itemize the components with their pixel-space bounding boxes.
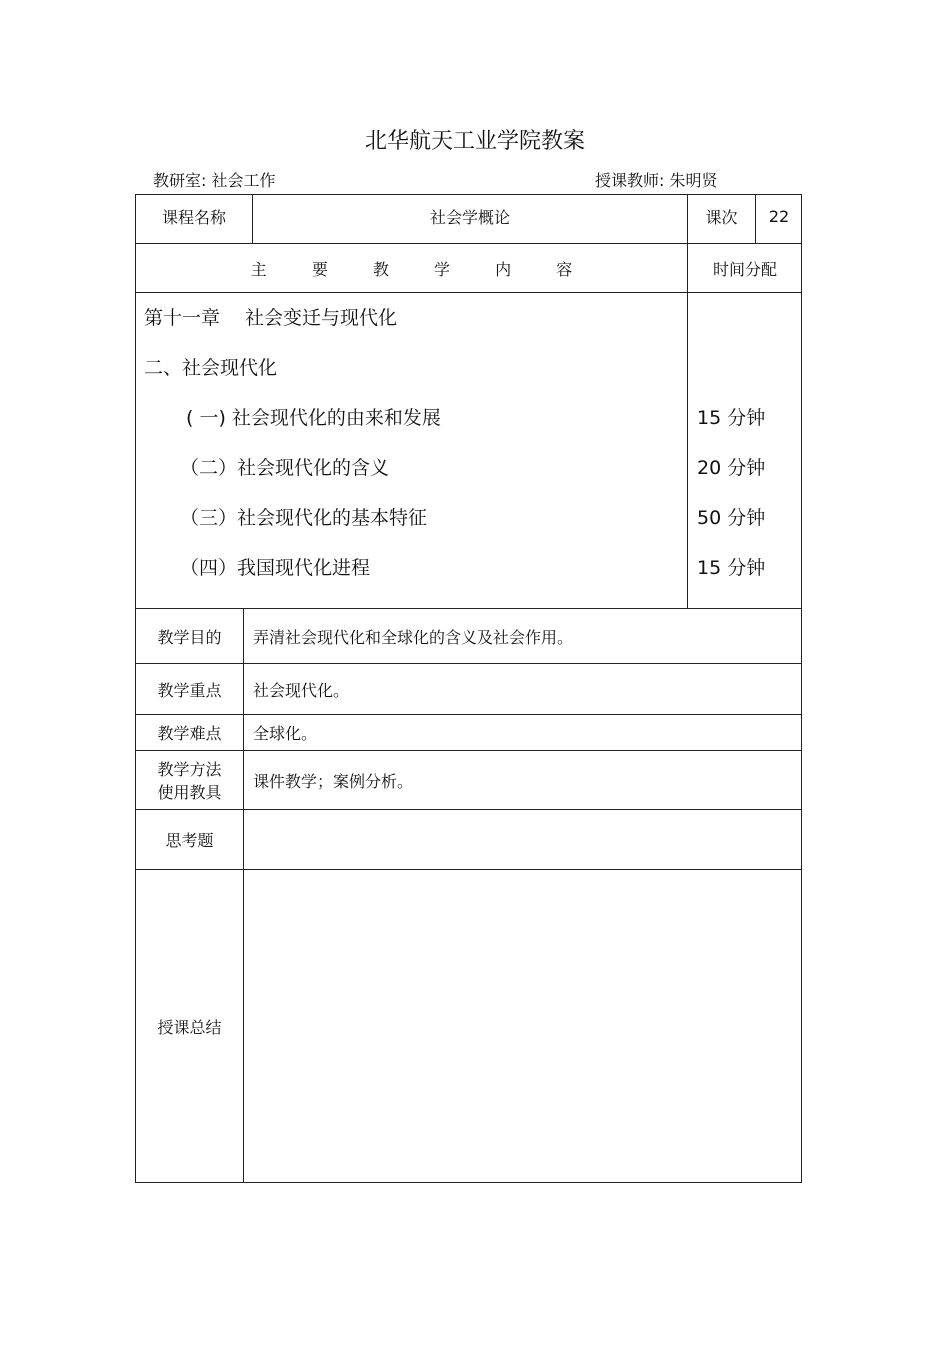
difficulty-value: 全球化。 xyxy=(253,724,318,743)
main-content-header: 主 要 教 学 内 容 xyxy=(250,259,593,279)
row-divider xyxy=(135,292,802,293)
course-name-label: 课程名称 xyxy=(161,207,226,227)
time-allocation-header: 时间分配 xyxy=(712,259,777,279)
teacher-label: 授课教师: 朱明贤 xyxy=(595,171,718,190)
lesson-number: 22 xyxy=(768,206,790,226)
department-label: 教研室: 社会工作 xyxy=(153,171,276,190)
course-name-value: 社会学概论 xyxy=(429,207,510,227)
key-point-value: 社会现代化。 xyxy=(253,680,350,700)
content-item: ( 一) 社会现代化的由来和发展 xyxy=(186,407,441,429)
lesson-label: 课次 xyxy=(705,207,738,227)
questions-value xyxy=(253,810,793,869)
time-allocation: 20 分钟 xyxy=(697,457,766,479)
page-title: 北华航天工业学院教案 xyxy=(364,129,585,154)
objective-label: 教学目的 xyxy=(157,627,222,647)
summary-value xyxy=(253,870,793,1182)
method-label xyxy=(136,751,243,809)
content-item: （三）社会现代化的基本特征 xyxy=(180,507,428,529)
column-divider xyxy=(243,608,244,1183)
section-title: 二、社会现代化 xyxy=(144,357,278,379)
method-label-line-1: 教学方法 xyxy=(157,760,222,779)
summary-label: 授课总结 xyxy=(157,1017,222,1037)
method-label-line-2: 使用教具 xyxy=(157,783,222,802)
time-allocation: 50 分钟 xyxy=(697,507,766,529)
objective-value: 弄清社会现代化和全球化的含义及社会作用。 xyxy=(253,627,574,647)
method-value: 课件教学；案例分析。 xyxy=(253,771,414,791)
time-allocation: 15 分钟 xyxy=(697,407,766,429)
difficulty-label: 教学难点 xyxy=(157,724,222,743)
content-item: （二）社会现代化的含义 xyxy=(180,457,390,479)
key-point-label: 教学重点 xyxy=(157,680,222,700)
content-item: （四）我国现代化进程 xyxy=(180,557,371,579)
chapter-title: 第十一章 社会变迁与现代化 xyxy=(144,307,398,329)
questions-label: 思考题 xyxy=(165,831,214,850)
time-allocation: 15 分钟 xyxy=(697,557,766,579)
